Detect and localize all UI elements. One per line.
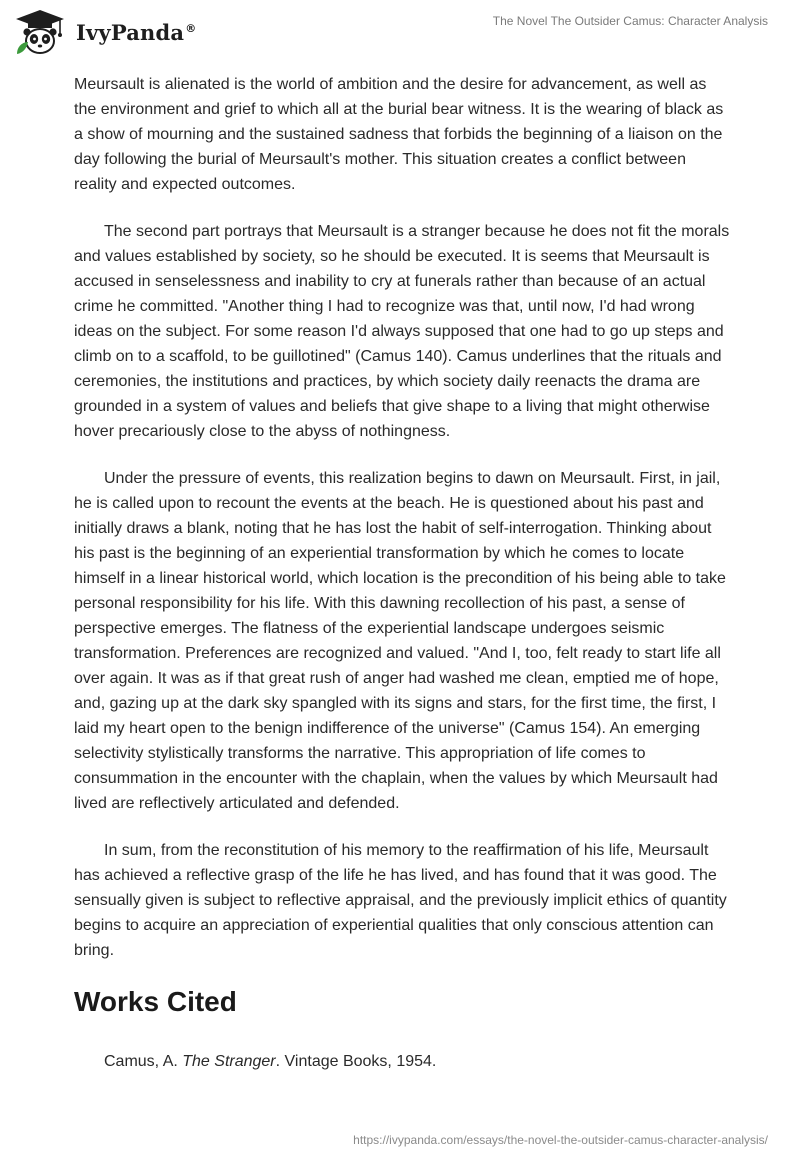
page-header xyxy=(0,0,800,64)
panda-graduate-icon xyxy=(14,8,66,56)
paragraph-3: Under the pressure of events, this realization begins to dawn on Meursault. First, in jail, he is called upon to recount the events at the beach. He is questioned about his past and initially draws a blank, noting that he has lost the habit of self-interrogation. Thinking about his past is the beginning of an experiential transformation by which he comes to locate himself in a linear historical world, which location is the precondition of his being able to take personal responsibility for his life. With this dawning recollection of his past, a sense of perspective emerges. The flatness of the experiential landscape undergoes seismic transformation. Preferences are recognized and valued. "And I, too, felt ready to start life all over again. It was as if that great rush of anger had washed me clean, emptied me of hope, and, gazing up at the dark sky spangled with its signs and stars, for the first time, the first, I laid my heart open to the benign indifference of the universe" (Camus 154). An emerging selectivity stylistically transforms the narrative. This appropriation of life comes to consummation in the encounter with the chaplain, when the values by which Meursault had lived are reflectively articulated and defended. xyxy=(74,470,726,812)
citation-title: The Stranger xyxy=(182,1053,276,1070)
citation-publisher: . Vintage Books, 1954. xyxy=(275,1053,437,1070)
brand-name xyxy=(76,20,196,45)
citation-author: Camus, A. xyxy=(104,1053,183,1070)
paragraph-2: The second part portrays that Meursault is a stranger because he does not fit the morals and values established by society, so he should be executed. It is seems that Meursault is accused in senselessness and inability to cry at funerals rather than because of an actual crime he committed. "Another thing I had to recognize was that, until now, I'd had wrong ideas on the subject. For some reason I'd always supposed that one had to go up steps and climb on to a scaffold, to be guillotined" (Camus 140). Camus underlines that the rituals and ceremonies, the institutions and practices, by which society daily reenacts the drama are grounded in a system of values and beliefs that give shape to a living that might otherwise hover precariously close to the abyss of nothingness. xyxy=(74,223,730,440)
paragraph-4: In sum, from the reconstitution of his memory to the reaffirmation of his life, Meursault has achieved a reflective grasp of the life he has lived, and has found that it was good. The sensually given is subject to reflective appraisal, and the previously implicit ethics of quantity begins to acquire an appreciation of experiential qualities that only conscious attention can bring. xyxy=(74,842,727,959)
document-title: The Novel The Outsider Camus: Character Analysis xyxy=(492,14,768,28)
essay-body xyxy=(74,72,730,1074)
works-cited-heading: Works Cited xyxy=(74,986,237,1017)
citation-entry xyxy=(74,1049,730,1074)
brand-registered-mark: ® xyxy=(185,21,197,35)
brand-name-text: IvyPanda xyxy=(76,19,185,45)
source-url[interactable]: https://ivypanda.com/essays/the-novel-the-outsider-camus-character-analysis/ xyxy=(353,1133,768,1147)
paragraph-1: Meursault is alienated is the world of ambition and the desire for advancement, as well as the environment and grief to which all at the burial bear witness. It is the wearing of black as a show of mourning and the sustained sadness that forbids the beginning of a liaison on the day following the burial of Meursault's mother. This situation creates a conflict between reality and expected outcomes. xyxy=(74,76,724,193)
brand-logo[interactable] xyxy=(14,8,196,56)
